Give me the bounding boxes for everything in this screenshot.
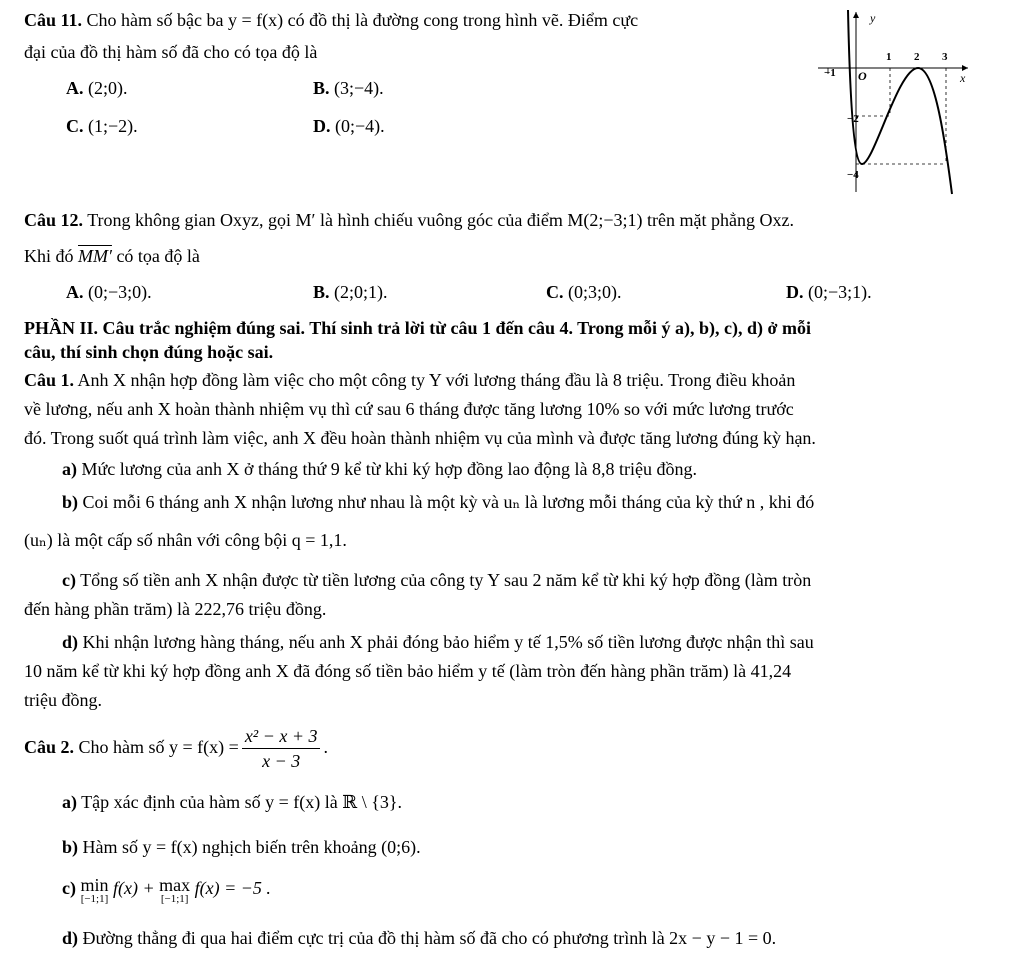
x-tick-2: 2 (914, 51, 920, 63)
c1-item-c-2: đến hàng phần trăm) là 222,76 triệu đồng. (24, 599, 327, 619)
y-tick-neg4: −4 (847, 169, 859, 181)
q11-option-c: C. (1;−2). (66, 116, 138, 136)
q12-option-b: B. (2;0;1). (313, 282, 388, 302)
vector-mm: MM′ (78, 246, 112, 266)
q11-text1: Cho hàm số bậc ba y = f(x) có đồ thị là đường cong trong hình vẽ. Điểm cực (82, 10, 639, 30)
x-tick-3: 3 (942, 51, 948, 63)
c2-item-a: a) Tập xác định của hàm số y = f(x) là ℝ \ {3}. (62, 792, 402, 812)
c1-item-b-1: b) Coi mỗi 6 tháng anh X nhận lương như nhau là một kỳ và uₙ là lương mỗi tháng của kỳ thứ n , khi đó (62, 492, 815, 512)
q11-text2: đại của đồ thị hàm số đã cho có tọa độ là (24, 42, 318, 62)
c2-item-b: b) Hàm số y = f(x) nghịch biến trên khoảng (0;6). (62, 837, 421, 857)
q11-option-b: B. (3;−4). (313, 78, 384, 98)
q12-option-a: A. (0;−3;0). (66, 282, 152, 302)
part2-heading-2: câu, thí sinh chọn đúng hoặc sai. (24, 342, 274, 362)
c1-item-d-2: 10 năm kể từ khi ký hợp đồng anh X đã đóng số tiền bảo hiểm y tế (làm tròn đến hàng phần trăm) là 41,24 (24, 661, 792, 681)
q11-option-d: D. (0;−4). (313, 116, 385, 136)
q11-label: Câu 11. (24, 10, 83, 30)
c2-item-c: c) min [−1;1] f(x) + max [−1;1] f(x) = −5 . (62, 875, 271, 905)
c1-line3: đó. Trong suốt quá trình làm việc, anh X đều hoàn thành nhiệm vụ của mình và được tăng lương đúng kỳ hạn. (24, 428, 816, 448)
x-tick-1: 1 (886, 51, 892, 63)
q12-text1: Trong không gian Oxyz, gọi M′ là hình chiếu vuông góc của điểm M(2;−3;1) trên mặt phẳng Oxz. (83, 210, 794, 230)
part2-heading-1: PHẦN II. Câu trắc nghiệm đúng sai. Thí sinh trả lời từ câu 1 đến câu 4. Trong mỗi ý a), b), c), d) ở mỗi (24, 318, 811, 338)
q11-option-a: A. (2;0). (66, 78, 128, 98)
origin-label: O (858, 69, 867, 83)
c1-line1: Câu 1. Anh X nhận hợp đồng làm việc cho một công ty Y với lương tháng đầu là 8 triệu. Trong điều khoản (24, 370, 796, 390)
q12-line2: Khi đó MM′ có tọa độ là (24, 246, 200, 266)
cubic-graph (810, 2, 975, 197)
y-axis-label: y (870, 11, 876, 25)
c1-item-c-1: c) Tổng số tiền anh X nhận được từ tiền lương của công ty Y sau 2 năm kể từ khi ký hợp đồng (làm tròn (62, 570, 812, 590)
c1-item-b-2: (uₙ) là một cấp số nhân với công bội q = 1,1. (24, 530, 347, 550)
c2-line1: Câu 2. Cho hàm số y = f(x) = $\frac{\text{x² − x + 3}}{x - 3}$ . (24, 724, 328, 774)
c2-item-d: d) Đường thẳng đi qua hai điểm cực trị của đồ thị hàm số đã cho có phương trình là 2x − y − 1 = 0. (62, 928, 777, 948)
q12-line1 (24, 208, 794, 232)
x-tick-neg1: −1 (824, 67, 836, 79)
c1-item-d-1: d) Khi nhận lương hàng tháng, nếu anh X phải đóng bảo hiểm y tế 1,5% số tiền lương được nhận thì sau (62, 632, 814, 652)
q12-label: Câu 12. (24, 210, 84, 230)
cubic-curve (848, 10, 952, 194)
c1-item-a: a) Mức lương của anh X ở tháng thứ 9 kể từ khi ký hợp đồng lao động là 8,8 triệu đồng. (62, 459, 697, 479)
x-axis-label: x (960, 71, 966, 85)
q11-line2 (24, 40, 317, 64)
q12-option-c: C. (0;3;0). (546, 282, 622, 302)
c1-line2: về lương, nếu anh X hoàn thành nhiệm vụ thì cứ sau 6 tháng được tăng lương 10% so với mức lương trước (24, 399, 794, 419)
q12-option-d: D. (0;−3;1). (786, 282, 872, 302)
c1-item-d-3: triệu đồng. (24, 690, 102, 710)
q11-line1 (24, 8, 638, 32)
y-tick-neg2: −2 (847, 113, 859, 125)
c2-fraction: $\frac{\text{x² − x + 3}}{x - 3}$ (242, 724, 321, 774)
